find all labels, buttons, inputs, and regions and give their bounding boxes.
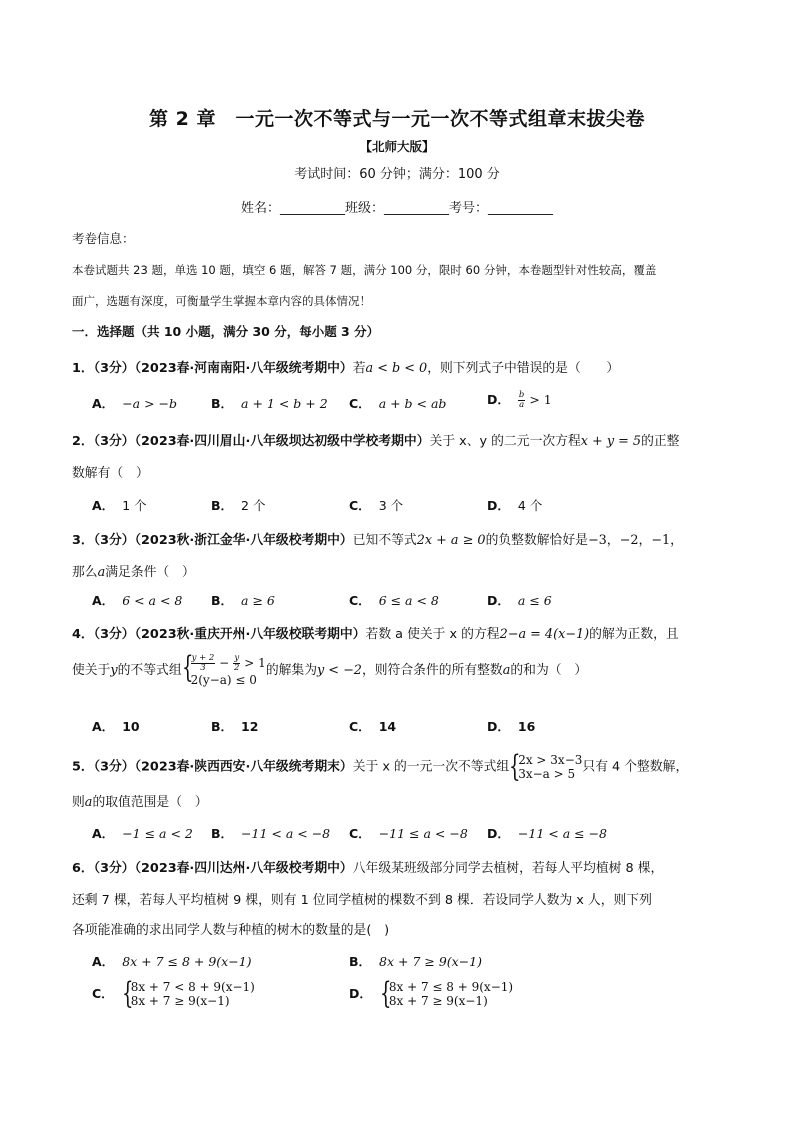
- stem-text: 使关于: [72, 663, 111, 678]
- stem-text: 的负整数解恰好是: [485, 533, 588, 548]
- student-info-line: 姓名：__________班级：__________考号：__________: [240, 201, 553, 216]
- option-label: C．: [349, 396, 371, 411]
- option-text: 16: [517, 719, 536, 734]
- question-source: （2023秋·重庆开州·八年级校联考期中）: [134, 627, 366, 642]
- section-heading: 一．选择题（共 10 小题，满分 30 分，每小题 3 分）: [72, 324, 380, 339]
- stem-text: 的正整: [641, 434, 680, 449]
- question-5-stem: [72, 749, 689, 784]
- math-variable: a: [97, 565, 106, 580]
- question-number: 6．: [72, 861, 94, 876]
- q2-option-a[interactable]: [92, 496, 147, 514]
- inequality-system: [121, 976, 255, 1011]
- stem-text: 已知不等式: [352, 533, 417, 548]
- stem-text: 的和为（ ）: [510, 663, 588, 678]
- option-label: A．: [92, 954, 115, 969]
- q2-option-b[interactable]: [211, 496, 265, 514]
- question-5-line-2: [72, 791, 208, 810]
- stem-text: 关于 x 的一元一次不等式组: [352, 759, 510, 775]
- question-score: （3分）: [93, 627, 135, 642]
- question-score: （3分）: [93, 434, 135, 449]
- stem-text: 若数 a 使关于 x 的方程: [365, 627, 500, 642]
- option-label: D．: [487, 719, 510, 734]
- q5-option-b[interactable]: [211, 824, 330, 842]
- option-label: A．: [92, 396, 115, 411]
- left-brace: {: [181, 650, 194, 685]
- stem-text: 若: [352, 361, 366, 376]
- q3-option-c[interactable]: [349, 591, 439, 609]
- system-row: 8x + 7 ≥ 9(x−1): [130, 994, 230, 1008]
- q5-option-a[interactable]: [92, 824, 193, 842]
- option-text: 8x + 7 ≤ 8 + 9(x−1): [122, 954, 252, 969]
- option-label: D．: [487, 826, 510, 841]
- option-text: a ≤ 6: [517, 593, 552, 608]
- option-text: 3 个: [378, 498, 404, 513]
- system-row: 2x > 3x−3: [518, 753, 583, 767]
- option-text: 12: [241, 719, 259, 734]
- info-heading: 考卷信息：: [72, 231, 135, 246]
- fraction-numerator: b: [518, 390, 525, 400]
- stem-text: 关于 x、y 的二元一次方程: [429, 434, 581, 449]
- option-label: B．: [211, 498, 234, 513]
- option-label: B．: [211, 719, 234, 734]
- q5-option-c[interactable]: [349, 824, 468, 842]
- system-row: 8x + 7 < 8 + 9(x−1): [130, 980, 255, 994]
- option-text: −a > −b: [122, 396, 178, 411]
- question-source: （2023春·河南南阳·八年级统考期中）: [134, 361, 353, 376]
- question-number: 1．: [72, 361, 94, 376]
- fraction: [191, 654, 216, 673]
- question-2-stem: [72, 430, 679, 449]
- option-label: B．: [211, 826, 234, 841]
- question-6-line-3: 各项能准确的求出同学人数与种植的树木的数量的是( ): [72, 923, 390, 938]
- question-4-line-2: [72, 650, 588, 687]
- question-score: （3分）: [93, 759, 135, 775]
- left-brace: {: [379, 976, 392, 1011]
- question-source: （2023秋·浙江金华·八年级校考期中）: [134, 533, 353, 548]
- question-score: （3分）: [93, 361, 135, 376]
- option-label: D．: [349, 985, 372, 1001]
- stem-text: 的解为正数，且: [589, 627, 679, 642]
- question-6-stem: [72, 857, 663, 876]
- math-condition: y < −2: [317, 663, 362, 678]
- option-label: C．: [349, 719, 371, 734]
- question-3-stem: [72, 529, 683, 548]
- question-2-line-2: 数解有（ ）: [72, 466, 149, 481]
- option-text: −11 < a < −8: [241, 826, 331, 841]
- q3-option-d[interactable]: [487, 591, 552, 609]
- fraction-denominator: 2: [234, 663, 240, 673]
- system-row: 3x−a > 5: [518, 767, 576, 781]
- exam-meta: 考试时间：60 分钟；满分：100 分: [294, 167, 500, 182]
- option-text: 14: [378, 719, 397, 734]
- q1-option-b[interactable]: [211, 394, 328, 412]
- system-row: 8x + 7 ≥ 9(x−1): [388, 994, 488, 1008]
- inequality-system: [181, 650, 266, 687]
- system-row-text: > 1: [244, 656, 266, 670]
- stem-text: 的取值范围是（ ）: [92, 795, 208, 810]
- q6-option-d[interactable]: [349, 976, 514, 1011]
- exam-title: 第 2 章 一元一次不等式与一元一次不等式组章末拔尖卷: [149, 108, 645, 130]
- option-text: a + 1 < b + 2: [241, 396, 328, 411]
- left-brace: {: [121, 976, 134, 1011]
- q6-option-b[interactable]: [349, 952, 482, 970]
- stem-text: 只有 4 个整数解，: [582, 759, 689, 775]
- option-text: 6 ≤ a < 8: [378, 593, 439, 608]
- question-3-line-2: [72, 561, 195, 580]
- stem-text: ，则符合条件的所有整数: [361, 663, 503, 678]
- q2-option-d[interactable]: [487, 496, 542, 514]
- option-text: 8x + 7 ≥ 9(x−1): [379, 954, 483, 969]
- q3-option-b[interactable]: [211, 591, 275, 609]
- system-row: 8x + 7 ≤ 8 + 9(x−1): [388, 980, 514, 994]
- option-label: D．: [487, 498, 510, 513]
- question-source: （2023春·四川达州·八年级校考期中）: [134, 861, 353, 876]
- option-label: A．: [92, 826, 115, 841]
- math-inequality: 2x + a ≥ 0: [416, 533, 486, 548]
- question-number: 3．: [72, 533, 94, 548]
- info-line-2: 面广，选题有深度，可衡量学生掌握本章内容的具体情况！: [72, 294, 371, 308]
- q6-option-a[interactable]: [92, 952, 252, 970]
- fraction: [518, 391, 525, 410]
- q1-option-c[interactable]: [349, 394, 446, 412]
- q4-option-c[interactable]: [349, 717, 404, 735]
- q1-option-d[interactable]: [487, 390, 552, 410]
- stem-text: 的不等式组: [117, 663, 182, 678]
- question-number: 5．: [72, 759, 94, 775]
- option-text: 6 < a < 8: [122, 593, 183, 608]
- inequality-system: [379, 976, 514, 1011]
- system-row: $\frac{y + 2}{3}$ − $\frac{y}{2}$ > 1: [191, 653, 266, 673]
- fraction-denominator: a: [519, 400, 525, 410]
- option-label: B．: [211, 593, 234, 608]
- option-label: C．: [349, 593, 371, 608]
- math-variable: y: [110, 663, 118, 678]
- option-text: −1 ≤ a < 2: [122, 826, 193, 841]
- option-label: A．: [92, 719, 115, 734]
- q2-option-c[interactable]: [349, 496, 403, 514]
- q6-option-c[interactable]: [92, 976, 255, 1011]
- fraction: [233, 654, 240, 673]
- q4-option-b[interactable]: [211, 717, 266, 735]
- question-score: （3分）: [93, 861, 135, 876]
- math-condition: a < b < 0: [365, 361, 428, 376]
- left-brace: {: [509, 749, 521, 784]
- math-values: −3，−2，−1，: [587, 533, 683, 548]
- option-label: C．: [349, 826, 371, 841]
- question-number: 2．: [72, 434, 94, 449]
- question-source: （2023春·陕西西安·八年级统考期末）: [134, 759, 353, 775]
- option-text: −11 ≤ a < −8: [378, 826, 468, 841]
- info-line-1: 本卷试题共 23 题，单选 10 题，填空 6 题，解答 7 题，满分 100 分，限时 60 分钟，本卷题型针对性较高，覆盖: [72, 263, 657, 277]
- option-label: B．: [211, 396, 234, 411]
- question-score: （3分）: [93, 533, 135, 548]
- fraction-denominator: 3: [200, 663, 206, 673]
- question-4-stem: [72, 623, 679, 642]
- math-equation: 2−a = 4(x−1): [499, 627, 590, 642]
- option-text: 4 个: [517, 498, 543, 513]
- edition-label: 【北师大版】: [359, 139, 435, 154]
- q3-option-a[interactable]: [92, 591, 182, 609]
- fraction-numerator: y: [234, 653, 240, 663]
- question-number: 4．: [72, 627, 94, 642]
- option-text: 10: [122, 719, 140, 734]
- question-source: （2023春·四川眉山·八年级坝达初级中学校考期中）: [134, 434, 430, 449]
- fraction-numerator: y + 2: [191, 653, 215, 663]
- option-label: C．: [92, 985, 114, 1001]
- stem-text: ，则下列式子中错误的是（ ）: [427, 361, 620, 376]
- inequality-system: [509, 749, 583, 784]
- q1-option-a[interactable]: [92, 394, 177, 412]
- option-text: > 1: [529, 392, 552, 407]
- system-row: 2(y−a) ≤ 0: [190, 673, 257, 687]
- math-variable: a: [84, 795, 93, 810]
- stem-text: 则: [72, 795, 85, 810]
- option-label: B．: [349, 954, 372, 969]
- option-text: −11 < a ≤ −8: [517, 826, 607, 841]
- option-label: D．: [487, 593, 510, 608]
- q4-option-d[interactable]: [487, 717, 543, 735]
- stem-text: 满足条件（ ）: [105, 565, 195, 580]
- option-label: D．: [487, 392, 510, 407]
- stem-text: 八年级某班级部分同学去植树，若每人平均植树 8 棵，: [352, 861, 664, 876]
- math-variable: a: [502, 663, 511, 678]
- stem-text: 的解集为: [265, 663, 317, 678]
- option-text: a + b < ab: [378, 396, 447, 411]
- q5-option-d[interactable]: [487, 824, 607, 842]
- option-label: A．: [92, 498, 115, 513]
- option-text: 2 个: [241, 498, 266, 513]
- stem-text: 那么: [72, 565, 98, 580]
- option-text: 1 个: [122, 498, 147, 513]
- option-label: C．: [349, 498, 371, 513]
- question-1-stem: [72, 357, 619, 376]
- option-text: a ≥ 6: [241, 593, 275, 608]
- question-6-line-2: 还剩 7 棵，若每人平均植树 9 棵，则有 1 位同学植树的棵数不到 8 棵．若设同学人数为 x 人，则下列: [72, 893, 652, 908]
- option-label: A．: [92, 593, 115, 608]
- q4-option-a[interactable]: [92, 717, 148, 735]
- math-equation: x + y = 5: [580, 434, 642, 449]
